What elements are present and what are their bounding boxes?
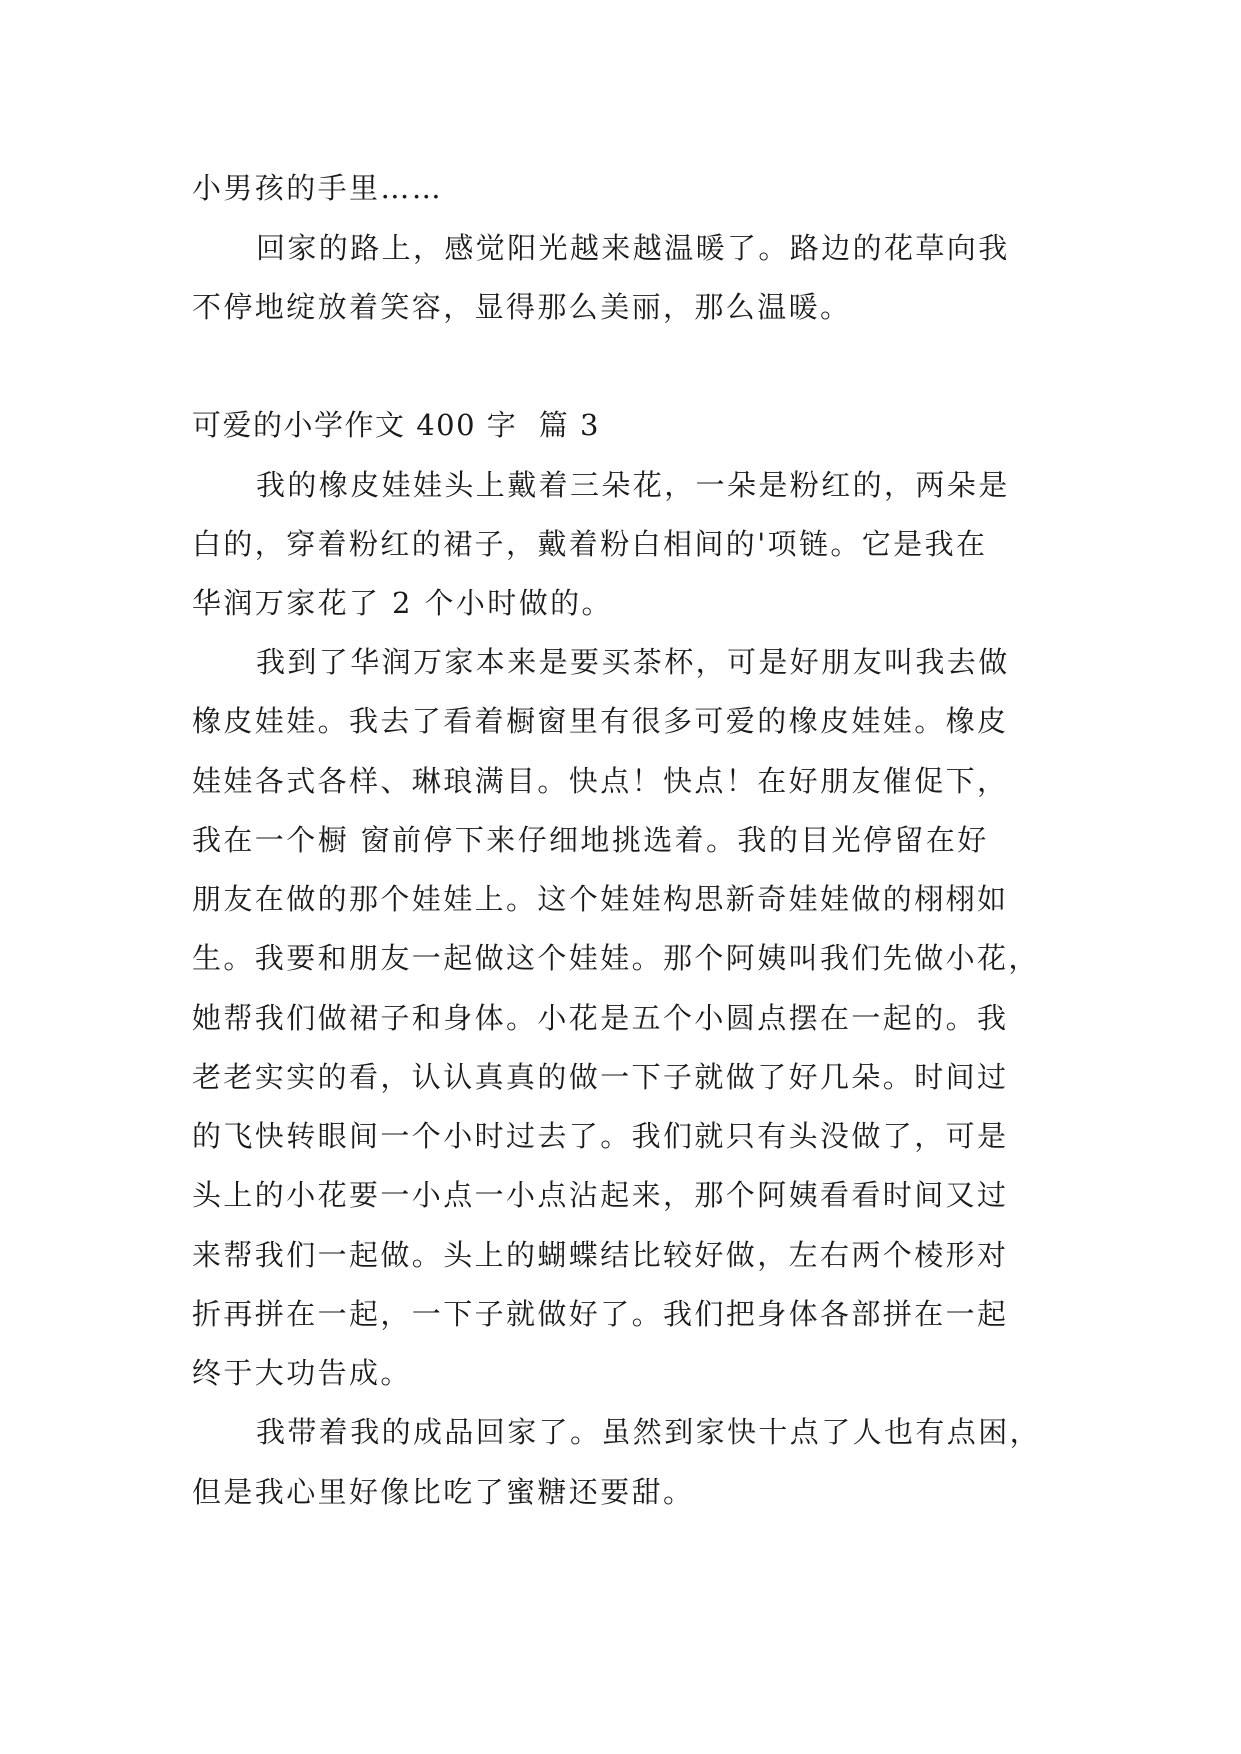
text-line: 她帮我们做裙子和身体。小花是五个小圆点摆在一起的。我 xyxy=(192,1001,1009,1035)
text-line: 小男孩的手里…… xyxy=(192,171,444,205)
text-line: 白的，穿着粉红的裙子，戴着粉白相间的'项链。它是我在 xyxy=(192,527,988,561)
text-line: 华润万家花了 2 个小时做的。 xyxy=(192,586,613,620)
text-line: 娃娃各式各样、琳琅满目。快点！快点！在好朋友催促下， xyxy=(192,764,1009,798)
paragraph-first-line: 回家的路上，感觉阳光越来越温暖了。路边的花草向我 xyxy=(256,231,1010,265)
text-line: 我在一个橱 窗前停下来仔细地挑选着。我的目光停留在好 xyxy=(192,823,989,857)
text-line: 橡皮娃娃。我去了看着橱窗里有很多可爱的橡皮娃娃。橡皮 xyxy=(192,704,1009,738)
text-line: 来帮我们一起做。头上的蝴蝶结比较好做，左右两个棱形对 xyxy=(192,1238,1009,1272)
paragraph-first-line: 我的橡皮娃娃头上戴着三朵花，一朵是粉红的，两朵是 xyxy=(256,468,1010,502)
section-heading: 可爱的小学作文 400 字 篇 3 xyxy=(192,408,600,442)
text-line: 的飞快转眼间一个小时过去了。我们就只有头没做了，可是 xyxy=(192,1119,1009,1153)
text-line: 终于大功告成。 xyxy=(192,1356,412,1390)
text-line: 不停地绽放着笑容，显得那么美丽，那么温暖。 xyxy=(192,290,852,324)
text-line: 老老实实的看，认认真真的做一下子就做了好几朵。时间过 xyxy=(192,1060,1009,1094)
text-line: 朋友在做的那个娃娃上。这个娃娃构思新奇娃娃做的栩栩如 xyxy=(192,882,1009,916)
paragraph-first-line: 我到了华润万家本来是要买茶杯，可是好朋友叫我去做 xyxy=(256,645,1010,679)
paragraph-first-line: 我带着我的成品回家了。虽然到家快十点了人也有点困， xyxy=(256,1415,1042,1449)
text-line: 但是我心里好像比吃了蜜糖还要甜。 xyxy=(192,1475,695,1509)
text-line: 生。我要和朋友一起做这个娃娃。那个阿姨叫我们先做小花， xyxy=(192,941,1040,975)
text-line: 头上的小花要一小点一小点沾起来，那个阿姨看看时间又过 xyxy=(192,1178,1009,1212)
text-line: 折再拼在一起，一下子就做好了。我们把身体各部拼在一起 xyxy=(192,1297,1009,1331)
